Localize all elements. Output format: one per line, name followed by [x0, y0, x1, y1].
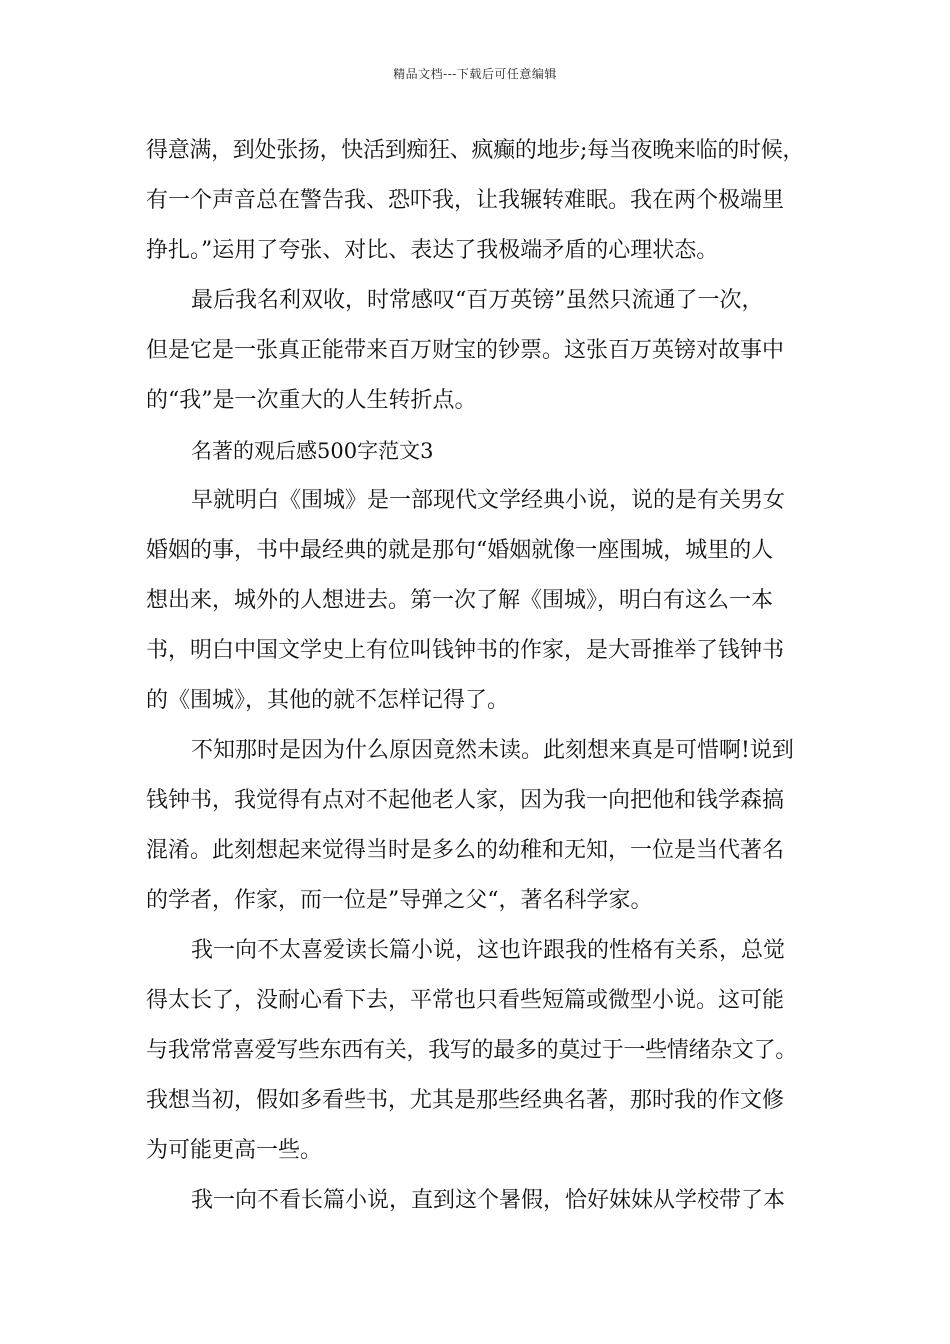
text-line: 混淆。此刻想起来觉得当时是多么的幼稚和无知，一位是当代著名	[146, 838, 785, 863]
paragraph-start-line: 不知那时是因为什么原因竟然未读。此刻想来真是可惜啊!说到	[191, 738, 794, 763]
text-line: 的《围城》，其他的就不怎样记得了。	[146, 688, 510, 713]
text-line: 与我常常喜爱写些东西有关，我写的最多的莫过于一些情绪杂文了。	[146, 1038, 798, 1063]
paragraph-start-line: 我一向不看长篇小说，直到这个暑假，恰好妹妹从学校带了本	[191, 1188, 786, 1213]
section-heading: 名著的观后感500字范文3	[191, 439, 434, 463]
paragraph-start-line: 我一向不太喜爱读长篇小说，这也许跟我的性格有关系，总觉	[191, 938, 786, 963]
document-body	[146, 126, 826, 1226]
paragraph-start-line: 最后我名利双收，时常感叹“百万英镑”虽然只流通了一次，	[191, 288, 764, 313]
text-line: 婚姻的事，书中最经典的就是那句“婚姻就像一座围城，城里的人	[146, 538, 774, 563]
text-line: 的“我”是一次重大的人生转折点。	[146, 388, 477, 413]
text-line: 书，明白中国文学史上有位叫钱钟书的作家，是大哥推举了钱钟书	[146, 638, 785, 663]
text-line: 想出来，城外的人想进去。第一次了解《围城》，明白有这么一本	[146, 588, 774, 613]
text-line: 钱钟书，我觉得有点对不起他老人家，因为我一向把他和钱学森搞	[146, 788, 785, 813]
text-line: 挣扎。”运用了夸张、对比、表达了我极端矛盾的心理状态。	[146, 238, 719, 263]
text-line: 为可能更高一些。	[146, 1138, 323, 1163]
text-line: 我想当初，假如多看些书，尤其是那些经典名著，那时我的作文修	[146, 1088, 785, 1113]
text-line: 但是它是一张真正能带来百万财宝的钞票。这张百万英镑对故事中	[146, 338, 785, 363]
page-header: 精品文档---下载后可任意编辑	[393, 67, 557, 81]
text-line: 有一个声音总在警告我、恐吓我，让我辗转难眠。我在两个极端里	[146, 188, 785, 213]
text-line: 得太长了，没耐心看下去，平常也只看些短篇或微型小说。这可能	[146, 988, 785, 1013]
text-line: 的学者，作家，而一位是”导弹之父“，著名科学家。	[146, 888, 653, 913]
paragraph-start-line: 早就明白《围城》是一部现代文学经典小说，说的是有关男女	[191, 488, 786, 513]
text-line: 得意满，到处张扬，快活到痴狂、疯癫的地步;每当夜晚来临的时候，	[146, 138, 805, 163]
